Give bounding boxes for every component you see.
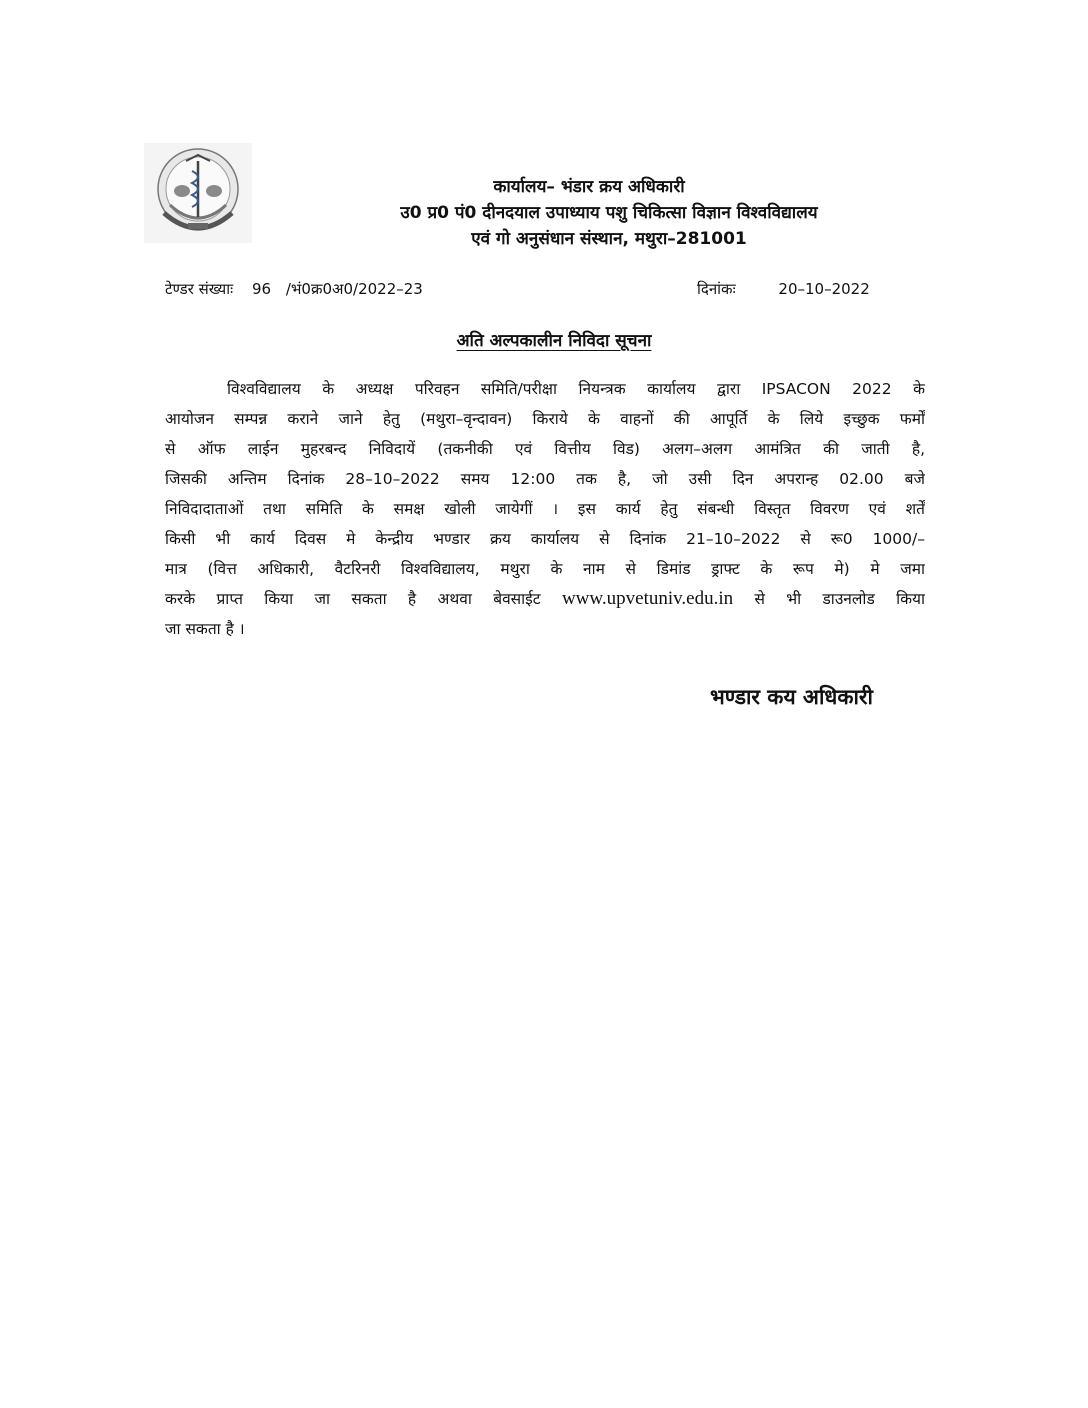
body-line (165, 584, 925, 614)
date-label: दिनांकः (697, 280, 736, 298)
body-line: से ऑफ लाईन मुहरबन्द निविदायें (तकनीकी एवं वित्तीय विड) अलग–अलग आमंत्रित की जाती है, (165, 440, 925, 458)
body-line: मात्र (वित्त अधिकारी, वैटरिनरी विश्वविद्यालय, मथुरा के नाम से डिमांड ड्राफ्ट के रूप मे) मे जमा (165, 560, 925, 578)
tender-number: 96 (251, 280, 272, 298)
body-line: निविदादाताओं तथा समिति के समक्ष खोली जायेगीं । इस कार्य हेतु संबन्धी विस्तृत विवरण एवं शर्तें (165, 500, 925, 518)
date-row (697, 279, 870, 299)
body-line: किसी भी कार्य दिवस मे केन्द्रीय भण्डार क्रय कार्यालय से दिनांक 21–10–2022 से रू0 1000/– (165, 530, 925, 548)
body-line: विश्वविद्यालय के अध्यक्ष परिवहन समिति/परीक्षा नियन्त्रक कार्यालय द्वारा IPSACON 2022 के (227, 380, 925, 398)
body-text-segment: से भी डाउनलोड किया (754, 590, 925, 608)
body-line: आयोजन सम्पन्न कराने जाने हेतु (मथुरा–वृन्दावन) किराये के वाहनों की आपूर्ति के लिये इच्छुक फर्मों (165, 410, 925, 428)
signature-designation: भण्डार कय अधिकारी (710, 685, 873, 709)
website-link[interactable]: www.upvetuniv.edu.in (561, 588, 734, 609)
notice-body (165, 374, 925, 644)
notice-title: अति अल्पकालीन निविदा सूचना (456, 331, 652, 351)
body-line: जा सकता है । (165, 620, 245, 638)
tender-number-row (165, 279, 423, 299)
office-heading: कार्यालय– भंडार क्रय अधिकारी (493, 177, 685, 197)
institute-address: एवं गो अनुसंधान संस्थान, मथुरा–281001 (471, 229, 747, 249)
tender-number-label: टेण्डर संख्याः (165, 280, 234, 298)
body-text-segment: करके प्राप्त किया जा सकता है अथवा बेवसाईट (165, 590, 541, 608)
body-line: जिसकी अन्तिम दिनांक 28–10–2022 समय 12:00 तक है, जो उसी दिन अपरान्ह 02.00 बजे (165, 470, 925, 488)
university-name: उ0 प्र0 पं0 दीनदयाल उपाध्याय पशु चिकित्सा विज्ञान विश्वविद्यालय (400, 203, 818, 223)
tender-reference: /भं0क्र0अ0/2022–23 (285, 280, 423, 298)
notice-date: 20–10–2022 (778, 280, 870, 298)
